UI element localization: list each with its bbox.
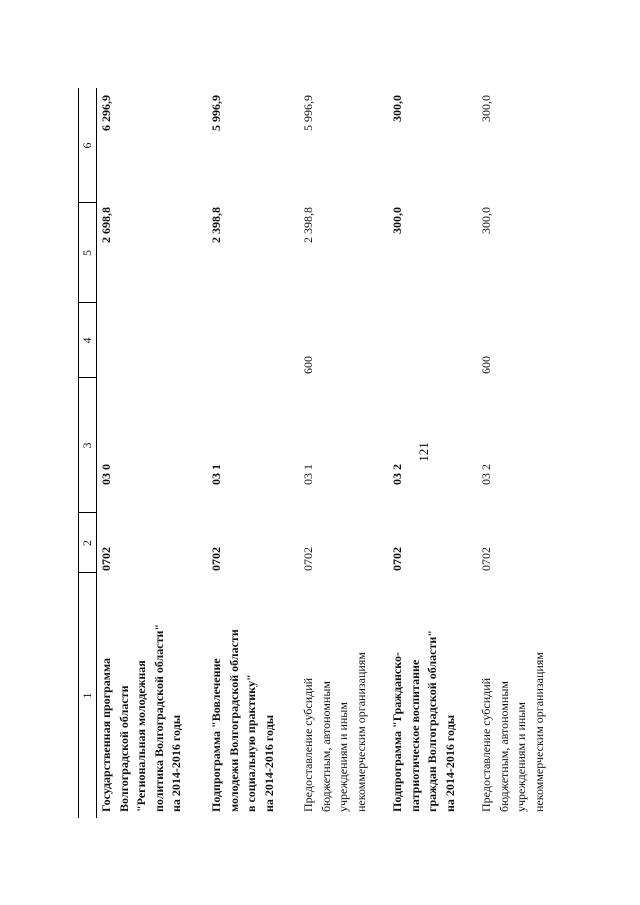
row-cell-col6: 300,0: [479, 95, 493, 122]
row-name-line: бюджетным, автономным: [496, 681, 511, 812]
row-name-line: некоммерческим организациям: [531, 652, 546, 812]
row-name-line: бюджетным, автономным: [318, 681, 333, 812]
column-header-1: 1: [80, 692, 94, 699]
row-name-line: на 2014-2016 годы: [261, 714, 276, 812]
row-cell-col4: 600: [301, 356, 315, 374]
row-name-line: на 2014-2016 годы: [442, 714, 457, 812]
row-name-line: Государственная программа: [99, 657, 113, 812]
row-cell-col5: 300,0: [479, 207, 493, 234]
row-cell-col3: 03 1: [209, 464, 223, 485]
row-name: [389, 574, 459, 812]
row-cell-col5: 2 398,8: [301, 207, 315, 243]
row-name-line: граждан Волгоградской области": [425, 630, 439, 812]
row-cell-col3: 03 1: [301, 464, 315, 485]
row-cell-col2: 0702: [390, 547, 404, 571]
row-cell-col2: 0702: [301, 547, 315, 571]
row-cell-col6: 300,0: [390, 95, 404, 122]
row-name-line: в социальную практику": [244, 674, 258, 812]
column-header-3: 3: [80, 442, 94, 449]
row-cell-col6: 6 296,9: [99, 95, 113, 131]
row-name: [300, 574, 370, 812]
row-name-line: политика Волгоградской области": [151, 623, 166, 812]
row-cell-col2: 0702: [209, 547, 223, 571]
row-name-line: учреждениям и иным: [336, 702, 350, 812]
row-name: [208, 574, 278, 812]
row-name-line: молодежи Волгоградской области: [226, 629, 241, 812]
row-name-line: учреждениям и иным: [514, 702, 528, 812]
row-cell-col2: 0702: [99, 547, 113, 571]
row-name: [98, 574, 186, 812]
row-cell-col5: 300,0: [390, 207, 404, 234]
row-name-line: Предоставление субсидий: [479, 677, 493, 812]
budget-table: [78, 88, 548, 818]
row-cell-col6: 5 996,9: [301, 95, 315, 131]
row-name-line: Волгоградской области: [116, 685, 131, 812]
page-number: 121: [416, 442, 431, 462]
column-header-6: 6: [80, 142, 94, 149]
column-header-4: 4: [80, 337, 94, 344]
row-name-line: Подпрограмма "Гражданско-: [390, 651, 404, 812]
row-cell-col5: 2 398,8: [209, 207, 223, 243]
row-name-line: "Региональная молодежная: [134, 660, 148, 812]
row-cell-col2: 0702: [479, 547, 493, 571]
column-header-2: 2: [80, 540, 94, 546]
row-name-line: некоммерческим организациям: [353, 652, 368, 812]
row-cell-col3: 03 0: [99, 464, 113, 485]
row-cell-col3: 03 2: [390, 464, 404, 485]
row-name-line: патриотическое воспитание: [407, 659, 422, 812]
row-cell-col4: 600: [479, 356, 493, 374]
row-name-line: Предоставление субсидий: [301, 677, 315, 812]
row-cell-col6: 5 996,9: [209, 95, 223, 131]
row-name: [478, 574, 548, 812]
row-name-line: Подпрограмма "Вовлечение: [209, 658, 223, 812]
column-header-5: 5: [80, 250, 94, 256]
row-cell-col5: 2 698,8: [99, 207, 113, 243]
row-name-line: на 2014-2016 годы: [169, 714, 183, 812]
row-cell-col3: 03 2: [479, 464, 493, 485]
